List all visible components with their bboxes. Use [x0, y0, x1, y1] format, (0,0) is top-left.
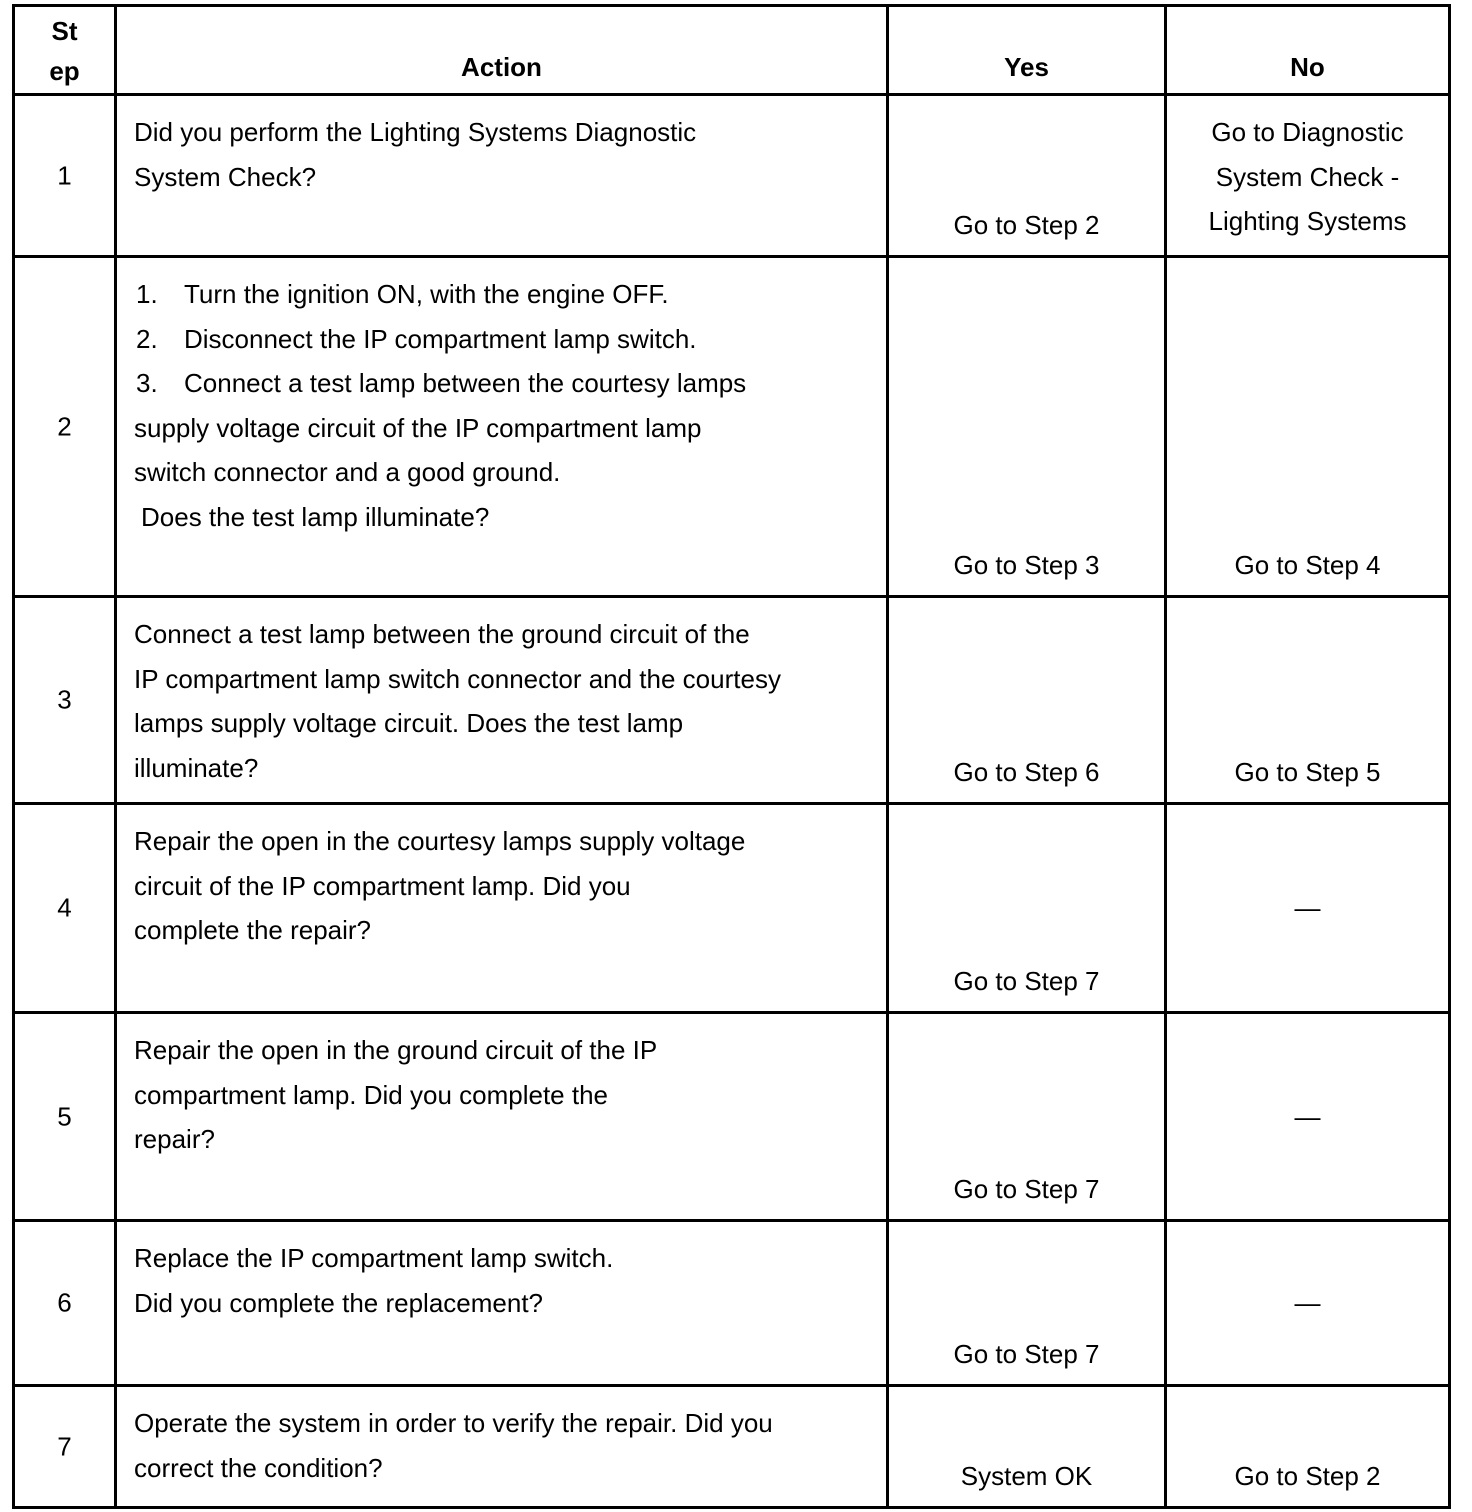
- header-step-line1: St: [51, 16, 78, 46]
- table-row: [14, 1221, 1450, 1386]
- step-cell: [14, 597, 116, 804]
- yes-result: Go to Step 7: [953, 1173, 1100, 1204]
- table-row: [14, 95, 1450, 257]
- no-result: [1167, 110, 1448, 244]
- header-yes: Yes: [888, 6, 1166, 95]
- yes-result: Go to Step 3: [953, 549, 1100, 580]
- header-step: [14, 6, 116, 95]
- no-cell: [1166, 804, 1450, 1013]
- yes-cell: [888, 1221, 1166, 1386]
- action-cell: [116, 1386, 888, 1508]
- action-line: System Check?: [134, 161, 317, 192]
- action-cell: [116, 1221, 888, 1386]
- no-result: Go to Step 2: [1234, 1460, 1381, 1491]
- action-line: IP compartment lamp switch connector and the courtesy: [134, 663, 781, 694]
- no-cell: [1166, 597, 1450, 804]
- yes-cell: [888, 1013, 1166, 1221]
- no-result-dash: —: [1294, 892, 1321, 923]
- action-line: circuit of the IP compartment lamp. Did you: [134, 870, 631, 901]
- step-number: 3: [57, 684, 72, 715]
- yes-cell: [888, 597, 1166, 804]
- action-line: Operate the system in order to verify the repair. Did you: [134, 1408, 773, 1438]
- yes-result: Go to Step 2: [953, 209, 1100, 240]
- no-cell: [1166, 1386, 1450, 1508]
- step-number: 5: [57, 1101, 72, 1131]
- yes-cell: [888, 804, 1166, 1013]
- table-row: [14, 804, 1450, 1013]
- yes-result: Go to Step 7: [953, 1338, 1100, 1369]
- step-cell: [14, 95, 116, 257]
- yes-cell: [888, 257, 1166, 597]
- action-cell: [116, 597, 888, 804]
- action-line: Did you perform the Lighting Systems Diagnostic: [134, 117, 697, 147]
- action-line: Repair the open in the courtesy lamps supply voltage: [134, 826, 746, 856]
- action-line: lamps supply voltage circuit. Does the test lamp: [134, 708, 684, 738]
- list-item: 1. Turn the ignition ON, with the engine OFF.: [136, 279, 669, 309]
- action-cell: [116, 1013, 888, 1221]
- step-cell: [14, 1013, 116, 1221]
- step-number: 4: [57, 892, 72, 923]
- action-line: supply voltage circuit of the IP compartment lamp: [134, 412, 702, 443]
- yes-result: Go to Step 6: [953, 756, 1100, 787]
- table-row: [14, 1013, 1450, 1221]
- step-cell: [14, 1221, 116, 1386]
- no-result-dash: —: [1294, 1287, 1321, 1318]
- no-result-line: Lighting Systems: [1208, 206, 1407, 236]
- step-number: 6: [57, 1287, 72, 1318]
- no-result-line: Go to Diagnostic: [1211, 117, 1404, 147]
- header-row: [14, 6, 1450, 95]
- no-cell: [1166, 1221, 1450, 1386]
- step-number: 1: [57, 160, 72, 190]
- step-number: 2: [57, 411, 72, 441]
- yes-result: Go to Step 7: [953, 965, 1100, 996]
- action-line: illuminate?: [134, 752, 259, 783]
- no-cell: [1166, 1013, 1450, 1221]
- no-cell: [1166, 95, 1450, 257]
- table-row: [14, 597, 1450, 804]
- action-line: correct the condition?: [134, 1452, 383, 1483]
- header-step-line2: ep: [49, 56, 80, 86]
- action-line: repair?: [134, 1124, 215, 1154]
- table-row: [14, 1386, 1450, 1508]
- action-cell: [116, 95, 888, 257]
- action-line: switch connector and a good ground.: [134, 457, 561, 487]
- step-number: 7: [57, 1431, 72, 1461]
- action-steps-list: [134, 272, 876, 406]
- yes-cell: [888, 1386, 1166, 1508]
- action-cell: [116, 804, 888, 1013]
- table-row: [14, 257, 1450, 597]
- action-question: Does the test lamp illuminate?: [141, 501, 490, 532]
- yes-result: System OK: [960, 1460, 1093, 1491]
- action-line: Replace the IP compartment lamp switch.: [134, 1243, 614, 1273]
- header-no: No: [1166, 6, 1450, 95]
- diagnostic-table-page: [12, 4, 1448, 1506]
- yes-cell: [888, 95, 1166, 257]
- no-result-line: System Check -: [1215, 161, 1400, 192]
- action-line: complete the repair?: [134, 915, 372, 945]
- step-cell: [14, 257, 116, 597]
- action-cell: [116, 257, 888, 597]
- step-cell: [14, 804, 116, 1013]
- list-item: 3. Connect a test lamp between the courtesy lamps: [136, 368, 747, 398]
- list-item: 2. Disconnect the IP compartment lamp switch.: [136, 323, 697, 354]
- action-line: compartment lamp. Did you complete the: [134, 1079, 608, 1110]
- action-line: Connect a test lamp between the ground circuit of the: [134, 619, 750, 649]
- action-line: Did you complete the replacement?: [134, 1287, 544, 1318]
- no-result: Go to Step 4: [1234, 549, 1381, 580]
- diagnostic-table: [12, 4, 1451, 1509]
- no-result: Go to Step 5: [1234, 756, 1381, 787]
- header-action: Action: [116, 6, 888, 95]
- step-cell: [14, 1386, 116, 1508]
- no-cell: [1166, 257, 1450, 597]
- no-result-dash: —: [1294, 1101, 1321, 1131]
- action-line: Repair the open in the ground circuit of the IP: [134, 1035, 658, 1065]
